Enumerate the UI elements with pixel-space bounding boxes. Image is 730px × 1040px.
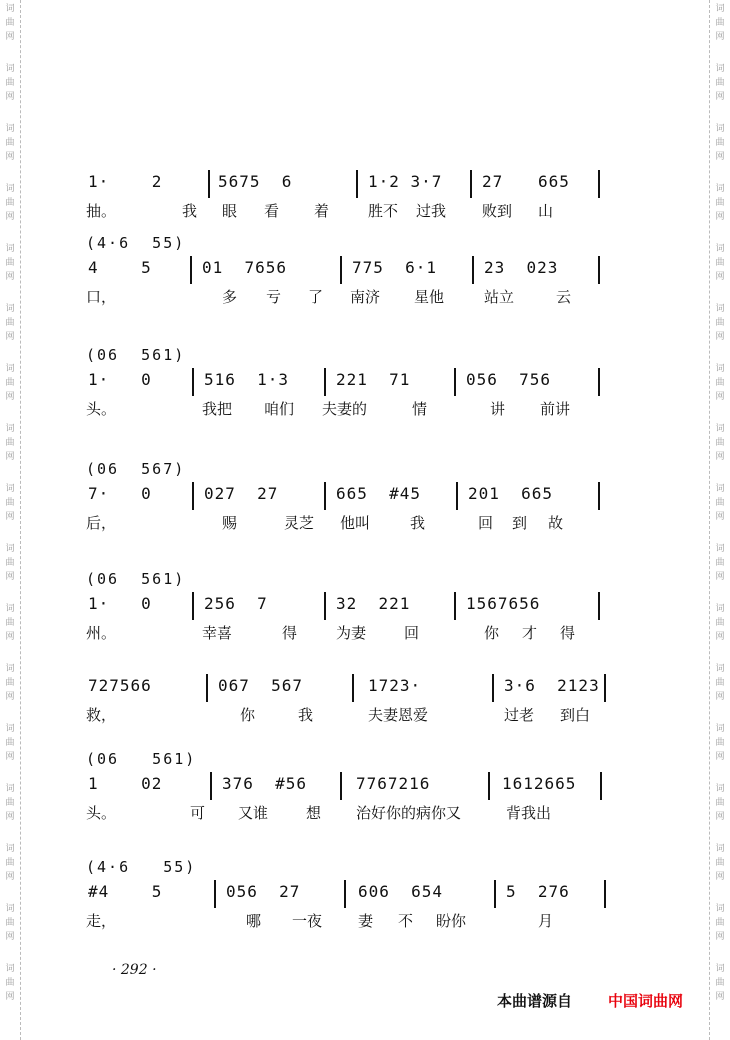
barline xyxy=(604,880,606,908)
measure-notes: 665 #45 xyxy=(336,484,422,503)
lyric-word: 幸喜 xyxy=(202,624,233,642)
watermark-stack xyxy=(3,902,17,944)
lyric-word: 眼 xyxy=(222,202,238,220)
lyric-word: 哪 xyxy=(246,912,262,930)
measure-notes: 1· 2 xyxy=(88,172,163,191)
watermark-stack xyxy=(3,782,17,824)
barline xyxy=(344,880,346,908)
barline xyxy=(214,880,216,908)
notation-line xyxy=(86,172,611,194)
watermark-char: 网 xyxy=(5,752,15,762)
watermark-char: 曲 xyxy=(715,678,725,688)
watermark-stack xyxy=(713,302,727,344)
watermark-char: 网 xyxy=(5,392,15,402)
watermark-char: 词 xyxy=(5,124,15,134)
watermark-char: 词 xyxy=(5,844,15,854)
lyric-word: 站立 xyxy=(484,288,515,306)
measure-notes: 01 7656 xyxy=(202,258,288,277)
watermark-char: 词 xyxy=(5,424,15,434)
lyric-word: 又谁 xyxy=(238,804,269,822)
lyric-line xyxy=(86,622,611,642)
watermark-char: 曲 xyxy=(5,258,15,268)
notation-line xyxy=(86,594,611,616)
watermark-char: 网 xyxy=(5,212,15,222)
notation-line xyxy=(86,370,611,392)
watermark-char: 词 xyxy=(715,424,725,434)
barline xyxy=(340,256,342,284)
measure-notes: 256 7 xyxy=(204,594,268,613)
measure-notes: 7767216 xyxy=(356,774,431,793)
watermark-char: 词 xyxy=(5,964,15,974)
watermark-char: 曲 xyxy=(5,858,15,868)
lyric-word: 口， xyxy=(86,288,117,306)
lyric-word: 头。 xyxy=(86,400,117,418)
watermark-char: 词 xyxy=(715,604,725,614)
lyric-word: 灵芝 xyxy=(284,514,315,532)
measure-notes: 1612665 xyxy=(502,774,577,793)
watermark-char: 网 xyxy=(5,872,15,882)
lyric-word: 州。 xyxy=(86,624,117,642)
lyric-word: 亏 xyxy=(266,288,282,306)
measure-notes: 1 02 xyxy=(88,774,163,793)
watermark-char: 曲 xyxy=(5,18,15,28)
barline xyxy=(356,170,358,198)
measure-notes: 4 5 xyxy=(88,258,152,277)
watermark-stack xyxy=(713,602,727,644)
measure-notes: 516 1·3 xyxy=(204,370,290,389)
notation-line xyxy=(86,258,611,280)
watermark-stack xyxy=(713,122,727,164)
watermark-char: 曲 xyxy=(715,198,725,208)
watermark-stack xyxy=(3,842,17,884)
lyric-word: 不 xyxy=(398,912,414,930)
lyric-word: 过我 xyxy=(416,202,447,220)
barline xyxy=(492,674,494,702)
barline xyxy=(472,256,474,284)
lyric-word: 云 xyxy=(556,288,572,306)
watermark-char: 网 xyxy=(715,152,725,162)
lyric-word: 他叫 xyxy=(340,514,371,532)
lyric-word: 盼你 xyxy=(436,912,467,930)
measure-notes: 606 654 xyxy=(358,882,444,901)
lyric-word: 星他 xyxy=(414,288,445,306)
measure-notes: 056 756 xyxy=(466,370,552,389)
measure-notes: 5 276 xyxy=(506,882,570,901)
watermark-stack xyxy=(3,62,17,104)
watermark-char: 网 xyxy=(715,572,725,582)
lyric-word: 背我出 xyxy=(506,804,552,822)
measure-notes: 727566 xyxy=(88,676,152,695)
watermark-char: 词 xyxy=(715,724,725,734)
watermark-char: 曲 xyxy=(5,198,15,208)
watermark-char: 词 xyxy=(5,484,15,494)
measure-notes: 1723· xyxy=(368,676,422,695)
lyric-word: 头。 xyxy=(86,804,117,822)
watermark-char: 词 xyxy=(5,604,15,614)
barline xyxy=(324,592,326,620)
lyric-word: 抽。 xyxy=(86,202,117,220)
lyric-line xyxy=(86,704,611,724)
lyric-word: 到 xyxy=(512,514,528,532)
watermark-stack xyxy=(713,2,727,44)
lyric-word: 治好你的病你又 xyxy=(356,804,462,822)
lyric-line xyxy=(86,286,611,306)
watermark-char: 网 xyxy=(715,872,725,882)
watermark-char: 词 xyxy=(5,544,15,554)
lyric-word: 胜不 xyxy=(368,202,399,220)
barline xyxy=(456,482,458,510)
watermark-char: 网 xyxy=(715,932,725,942)
lyric-word: 走， xyxy=(86,912,117,930)
watermark-stack xyxy=(3,722,17,764)
lyric-word: 我把 xyxy=(202,400,233,418)
watermark-char: 网 xyxy=(5,152,15,162)
lyric-word: 我 xyxy=(298,706,314,724)
lyric-word: 才 xyxy=(522,624,538,642)
watermark-char: 词 xyxy=(5,244,15,254)
watermark-char: 曲 xyxy=(5,138,15,148)
watermark-char: 曲 xyxy=(5,978,15,988)
measure-notes: 1· 0 xyxy=(88,594,152,613)
watermark-char: 词 xyxy=(5,724,15,734)
watermark-char: 词 xyxy=(715,184,725,194)
watermark-char: 曲 xyxy=(5,918,15,928)
watermark-stack xyxy=(713,662,727,704)
measure-notes: 1567656 xyxy=(466,594,541,613)
measure-notes: 775 6·1 xyxy=(352,258,438,277)
watermark-char: 词 xyxy=(715,304,725,314)
watermark-char: 曲 xyxy=(715,498,725,508)
watermark-char: 词 xyxy=(5,64,15,74)
watermark-char: 曲 xyxy=(5,618,15,628)
page-number: · 292 · xyxy=(112,962,157,978)
watermark-char: 网 xyxy=(5,992,15,1002)
watermark-char: 曲 xyxy=(5,678,15,688)
watermark-stack xyxy=(713,842,727,884)
lyric-word: 你 xyxy=(484,624,500,642)
watermark-char: 曲 xyxy=(5,498,15,508)
notation-line xyxy=(86,882,611,904)
watermark-char: 曲 xyxy=(715,978,725,988)
watermark-stack xyxy=(3,122,17,164)
watermark-char: 网 xyxy=(715,212,725,222)
barline xyxy=(206,674,208,702)
measure-notes: 067 567 xyxy=(218,676,304,695)
watermark-stack xyxy=(713,722,727,764)
watermark-stack xyxy=(713,362,727,404)
watermark-char: 网 xyxy=(715,512,725,522)
watermark-stack xyxy=(713,482,727,524)
lyric-word: 看 xyxy=(264,202,280,220)
intro-phrase: (06 561) xyxy=(86,346,186,364)
watermark-char: 词 xyxy=(715,364,725,374)
notation-line xyxy=(86,484,611,506)
watermark-char: 词 xyxy=(5,784,15,794)
lyric-word: 可 xyxy=(190,804,206,822)
barline xyxy=(454,592,456,620)
watermark-char: 曲 xyxy=(715,558,725,568)
intro-phrase: (06 567) xyxy=(86,460,186,478)
lyric-word: 得 xyxy=(560,624,576,642)
lyric-word: 到白 xyxy=(560,706,591,724)
intro-phrase: (06 561) xyxy=(86,570,186,588)
measure-notes: 23 023 xyxy=(484,258,559,277)
watermark-char: 词 xyxy=(5,904,15,914)
lyric-line xyxy=(86,910,611,930)
barline xyxy=(190,256,192,284)
measure-notes: 27 xyxy=(482,172,504,191)
barline xyxy=(470,170,472,198)
watermark-char: 网 xyxy=(5,32,15,42)
lyric-word: 了 xyxy=(308,288,324,306)
barline xyxy=(600,772,602,800)
watermark-char: 网 xyxy=(715,392,725,402)
lyric-word: 山 xyxy=(538,202,554,220)
watermark-char: 曲 xyxy=(715,18,725,28)
watermark-char: 网 xyxy=(5,572,15,582)
watermark-char: 网 xyxy=(715,692,725,702)
watermark-char: 网 xyxy=(5,92,15,102)
barline xyxy=(324,482,326,510)
watermark-char: 曲 xyxy=(715,858,725,868)
watermark-stack xyxy=(3,962,17,1004)
watermark-char: 网 xyxy=(715,452,725,462)
watermark-stack xyxy=(3,362,17,404)
watermark-char: 词 xyxy=(5,364,15,374)
watermark-stack xyxy=(3,302,17,344)
watermark-stack xyxy=(3,182,17,224)
watermark-char: 曲 xyxy=(715,378,725,388)
watermark-char: 曲 xyxy=(715,738,725,748)
watermark-char: 词 xyxy=(715,544,725,554)
watermark-char: 词 xyxy=(715,64,725,74)
barline xyxy=(208,170,210,198)
lyric-word: 前讲 xyxy=(540,400,571,418)
barline xyxy=(494,880,496,908)
watermark-stack xyxy=(713,542,727,584)
watermark-char: 曲 xyxy=(5,558,15,568)
watermark-char: 网 xyxy=(5,632,15,642)
lyric-word: 为妻 xyxy=(336,624,367,642)
measure-notes: 1· 0 xyxy=(88,370,152,389)
watermark-stack xyxy=(3,602,17,644)
intro-phrase: (4·6 55) xyxy=(86,858,197,876)
lyric-word: 故 xyxy=(548,514,564,532)
watermark-char: 曲 xyxy=(5,318,15,328)
lyric-word: 夫妻的 xyxy=(322,400,368,418)
measure-notes: 376 #56 xyxy=(222,774,308,793)
lyric-word: 多 xyxy=(222,288,238,306)
watermark-char: 网 xyxy=(5,452,15,462)
lyric-word: 我 xyxy=(410,514,426,532)
watermark-char: 网 xyxy=(5,692,15,702)
barline xyxy=(488,772,490,800)
watermark-char: 网 xyxy=(5,272,15,282)
lyric-line xyxy=(86,802,611,822)
watermark-stack xyxy=(713,902,727,944)
measure-notes: 665 xyxy=(538,172,570,191)
barline xyxy=(598,482,600,510)
watermark-char: 曲 xyxy=(715,918,725,928)
lyric-word: 南济 xyxy=(350,288,381,306)
lyric-word: 夫妻恩爱 xyxy=(368,706,429,724)
watermark-char: 网 xyxy=(5,932,15,942)
measure-notes: 221 71 xyxy=(336,370,411,389)
barline xyxy=(210,772,212,800)
lyric-word: 我 xyxy=(182,202,198,220)
lyric-word: 赐 xyxy=(222,514,238,532)
watermark-stack xyxy=(3,662,17,704)
watermark-char: 网 xyxy=(715,332,725,342)
lyric-word: 想 xyxy=(306,804,322,822)
watermark-char: 网 xyxy=(5,332,15,342)
watermark-char: 网 xyxy=(715,752,725,762)
watermark-char: 网 xyxy=(715,812,725,822)
notation-line xyxy=(86,774,611,796)
watermark-char: 词 xyxy=(715,784,725,794)
measure-notes: 5675 6 xyxy=(218,172,293,191)
watermark-char: 网 xyxy=(715,992,725,1002)
watermark-char: 网 xyxy=(715,92,725,102)
watermark-char: 词 xyxy=(715,964,725,974)
watermark-stack xyxy=(713,422,727,464)
watermark-char: 曲 xyxy=(5,798,15,808)
score-sheet xyxy=(86,0,611,1040)
watermark-char: 词 xyxy=(5,304,15,314)
watermark-stack xyxy=(713,62,727,104)
watermark-char: 曲 xyxy=(5,378,15,388)
watermark-char: 网 xyxy=(715,632,725,642)
barline xyxy=(340,772,342,800)
footer-source-label: 本曲谱源自 xyxy=(497,992,573,1010)
watermark-char: 曲 xyxy=(715,798,725,808)
measure-notes: 201 665 xyxy=(468,484,554,503)
intro-phrase: (4·6 55) xyxy=(86,234,186,252)
lyric-line xyxy=(86,398,611,418)
watermark-char: 网 xyxy=(715,32,725,42)
watermark-char: 词 xyxy=(5,4,15,14)
watermark-char: 曲 xyxy=(715,438,725,448)
barline xyxy=(352,674,354,702)
watermark-stack xyxy=(713,962,727,1004)
footer-site-name: 中国词曲网 xyxy=(608,992,684,1010)
watermark-char: 曲 xyxy=(715,318,725,328)
measure-notes: 3·6 2123 xyxy=(504,676,600,695)
watermark-char: 曲 xyxy=(715,618,725,628)
watermark-stack xyxy=(713,242,727,284)
watermark-stack xyxy=(3,482,17,524)
lyric-word: 讲 xyxy=(490,400,506,418)
lyric-word: 妻 xyxy=(358,912,374,930)
watermark-char: 词 xyxy=(5,184,15,194)
watermark-char: 曲 xyxy=(715,138,725,148)
lyric-word: 回 xyxy=(478,514,494,532)
barline xyxy=(598,368,600,396)
barline xyxy=(192,482,194,510)
barline xyxy=(192,592,194,620)
barline xyxy=(324,368,326,396)
notation-line xyxy=(86,676,611,698)
barline xyxy=(454,368,456,396)
watermark-char: 网 xyxy=(5,512,15,522)
watermark-char: 曲 xyxy=(5,78,15,88)
watermark-char: 词 xyxy=(715,124,725,134)
watermark-char: 曲 xyxy=(715,258,725,268)
watermark-char: 词 xyxy=(715,484,725,494)
measure-notes: 32 221 xyxy=(336,594,411,613)
lyric-line xyxy=(86,200,611,220)
lyric-word: 咱们 xyxy=(264,400,295,418)
barline xyxy=(598,256,600,284)
barline xyxy=(598,592,600,620)
watermark-stack xyxy=(3,422,17,464)
watermark-stack xyxy=(3,542,17,584)
lyric-word: 败到 xyxy=(482,202,513,220)
barline xyxy=(598,170,600,198)
measure-notes: 1·2 3·7 xyxy=(368,172,443,191)
lyric-word: 后， xyxy=(86,514,117,532)
measure-notes: 7· 0 xyxy=(88,484,152,503)
barline xyxy=(604,674,606,702)
lyric-word: 月 xyxy=(538,912,554,930)
watermark-stack xyxy=(713,182,727,224)
watermark-char: 曲 xyxy=(715,78,725,88)
measure-notes: #4 5 xyxy=(88,882,163,901)
watermark-char: 词 xyxy=(715,844,725,854)
watermark-char: 词 xyxy=(715,244,725,254)
lyric-word: 着 xyxy=(314,202,330,220)
watermark-char: 网 xyxy=(5,812,15,822)
watermark-char: 词 xyxy=(715,904,725,914)
watermark-char: 词 xyxy=(715,664,725,674)
watermark-char: 词 xyxy=(5,664,15,674)
intro-phrase: (06 561) xyxy=(86,750,197,768)
lyric-word: 过老 xyxy=(504,706,535,724)
watermark-stack xyxy=(3,2,17,44)
watermark-char: 曲 xyxy=(5,738,15,748)
lyric-word: 得 xyxy=(282,624,298,642)
measure-notes: 027 27 xyxy=(204,484,279,503)
measure-notes: 056 27 xyxy=(226,882,301,901)
watermark-char: 词 xyxy=(715,4,725,14)
watermark-stack xyxy=(713,782,727,824)
lyric-word: 情 xyxy=(412,400,428,418)
watermark-char: 曲 xyxy=(5,438,15,448)
watermark-stack xyxy=(3,242,17,284)
lyric-word: 你 xyxy=(240,706,256,724)
watermark-char: 网 xyxy=(715,272,725,282)
lyric-word: 救， xyxy=(86,706,117,724)
lyric-word: 一夜 xyxy=(292,912,323,930)
lyric-word: 回 xyxy=(404,624,420,642)
barline xyxy=(192,368,194,396)
lyric-line xyxy=(86,512,611,532)
